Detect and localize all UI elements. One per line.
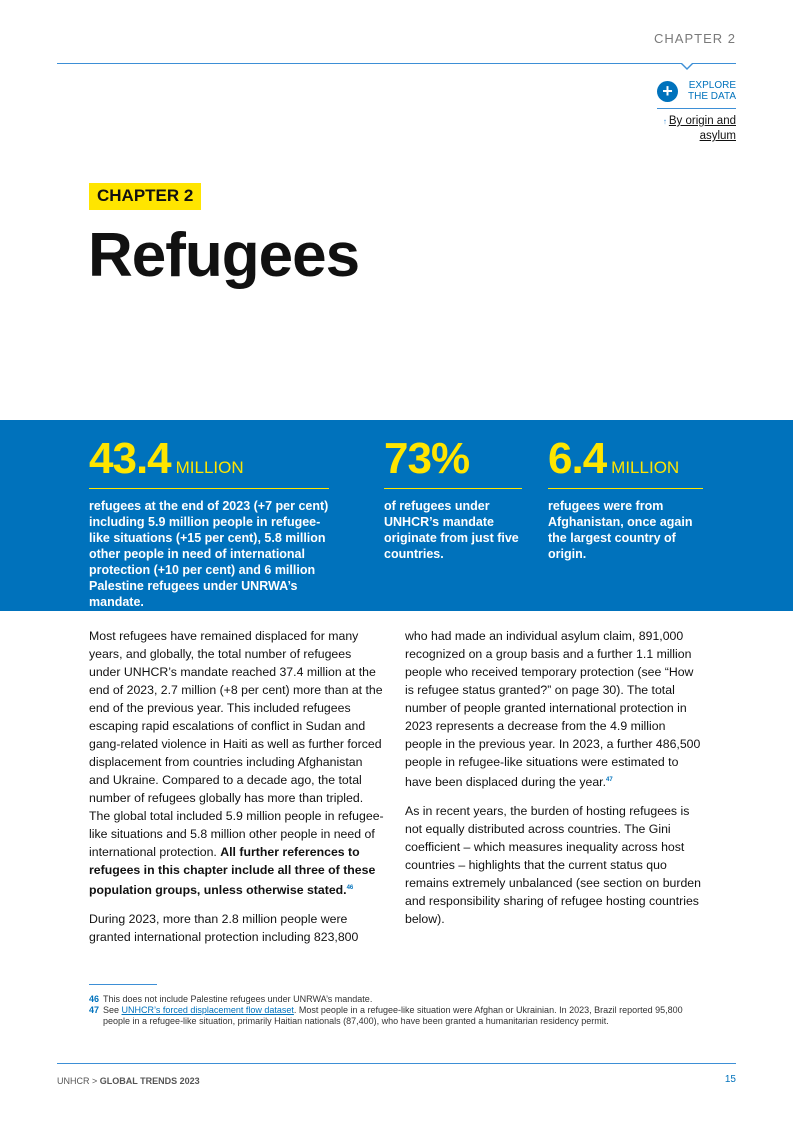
plus-icon[interactable]: + <box>657 81 678 102</box>
body-paragraph: As in recent years, the burden of hosting refugees is not equally distributed across countries. The Gini coefficient – which measures inequality across host countries – highlights that the current status quo remains extremely unbalanced (see section on burden and responsibility sharing of refugee hosting countries below). <box>405 804 701 927</box>
stat-afghanistan <box>548 434 703 562</box>
footnote-item <box>89 994 699 1005</box>
header-rule <box>57 63 736 64</box>
footer-rule <box>57 1063 736 1064</box>
header-rule-notch <box>680 63 694 70</box>
stat-five-countries <box>384 434 522 562</box>
explore-link-text[interactable]: By origin and asylum <box>668 115 736 142</box>
stat-value: 73% <box>384 434 470 483</box>
footnote-number: 46 <box>89 994 100 1004</box>
body-paragraph: who had made an individual asylum claim, 891,000 recognized on a group basis and a further 1.1 million people who received temporary protection (see “How is refugee status granted?” on page 30). The total number of people granted international protection in 2023 represents a decrease from the 4.9 million people in the previous year. In 2023, a further 486,500 people in refugee-like situations were estimated to have been displaced during the year.$^{47}$ <box>405 629 701 790</box>
footer-publication: UNHCR > GLOBAL TRENDS 2023 <box>57 1076 200 1086</box>
explore-the-data-panel <box>657 80 736 143</box>
stat-total-refugees <box>89 434 329 610</box>
footnote-rule <box>89 984 157 985</box>
stat-value: 43.4 <box>89 434 171 483</box>
footnote-text: This does not include Palestine refugees under UNRWA’s mandate. <box>103 994 373 1004</box>
link-arrow-icon: ↑ <box>662 117 667 126</box>
stat-description: refugees at the end of 2023 (+7 per cent) including 5.9 million people in refugee-like situations (+15 per cent), 5.8 million other people in need of international protection (+10 per cent) and 6 million Palestine refugees under UNRWA’s mandate. <box>89 499 329 609</box>
footnote-item <box>89 1005 699 1027</box>
footnote-ref[interactable]: 47 <box>606 777 613 783</box>
explore-the-data-button[interactable] <box>657 80 736 102</box>
footnote-ref[interactable]: 46 <box>346 885 354 891</box>
page-number: 15 <box>724 1074 736 1085</box>
stat-value: 6.4 <box>548 434 607 483</box>
body-column-left <box>89 627 385 957</box>
page-title: Refugees <box>88 221 360 290</box>
explore-link-origin-asylum[interactable] <box>657 114 736 143</box>
explore-label-line2: THE DATA <box>688 91 736 102</box>
footnote-number: 47 <box>89 1005 100 1015</box>
stat-divider <box>89 488 329 489</box>
stat-divider <box>548 488 703 489</box>
stat-unit: MILLION <box>611 458 680 477</box>
stat-divider <box>384 488 522 489</box>
footnote-text: See UNHCR’s forced displacement flow dataset. Most people in a refugee-like situation were Afghan or Ukrainian. In 2023, Brazil reported 95,800 people in a refugee-like situation, primarily Haitian nationals (87,400), who have been granted a humanitarian residency permit. <box>103 1005 683 1026</box>
explore-label-line1: EXPLORE <box>688 80 736 91</box>
stat-unit: MILLION <box>175 458 244 477</box>
footnotes <box>89 994 699 1027</box>
running-header-chapter: CHAPTER 2 <box>654 31 736 46</box>
stat-description: refugees were from Afghanistan, once again the largest country of origin. <box>548 499 693 561</box>
explore-divider <box>657 108 736 109</box>
dataset-link[interactable]: UNHCR’s forced displacement flow dataset <box>121 1005 294 1015</box>
key-figures-band <box>0 420 793 611</box>
body-column-right <box>405 627 705 939</box>
body-paragraph: Most refugees have remained displaced for many years, and globally, the total number of refugees under UNHCR’s mandate reached 37.4 million at the end of 2023, 2.7 million (+8 per cent) more than at the end of the previous year. This included refugees escaping rapid escalations of conflict in Sudan and gang-related violence in Haiti as well as further forced displacement from countries including Afghanistan and Ukraine. Compared to a decade ago, the total number of refugees globally has more than tripled. The global total included 5.9 million people in refugee-like situations and 5.8 million other people in need of international protection. All further references to refugees in this chapter include all three of these population groups, unless otherwise stated.$^{46}$ <box>89 629 384 898</box>
body-paragraph: During 2023, more than 2.8 million people were granted international protection including 823,800 <box>89 912 359 945</box>
stat-description: of refugees under UNHCR’s mandate originate from just five countries. <box>384 499 519 561</box>
explore-label[interactable] <box>684 80 736 102</box>
chapter-badge: CHAPTER 2 <box>89 183 201 210</box>
